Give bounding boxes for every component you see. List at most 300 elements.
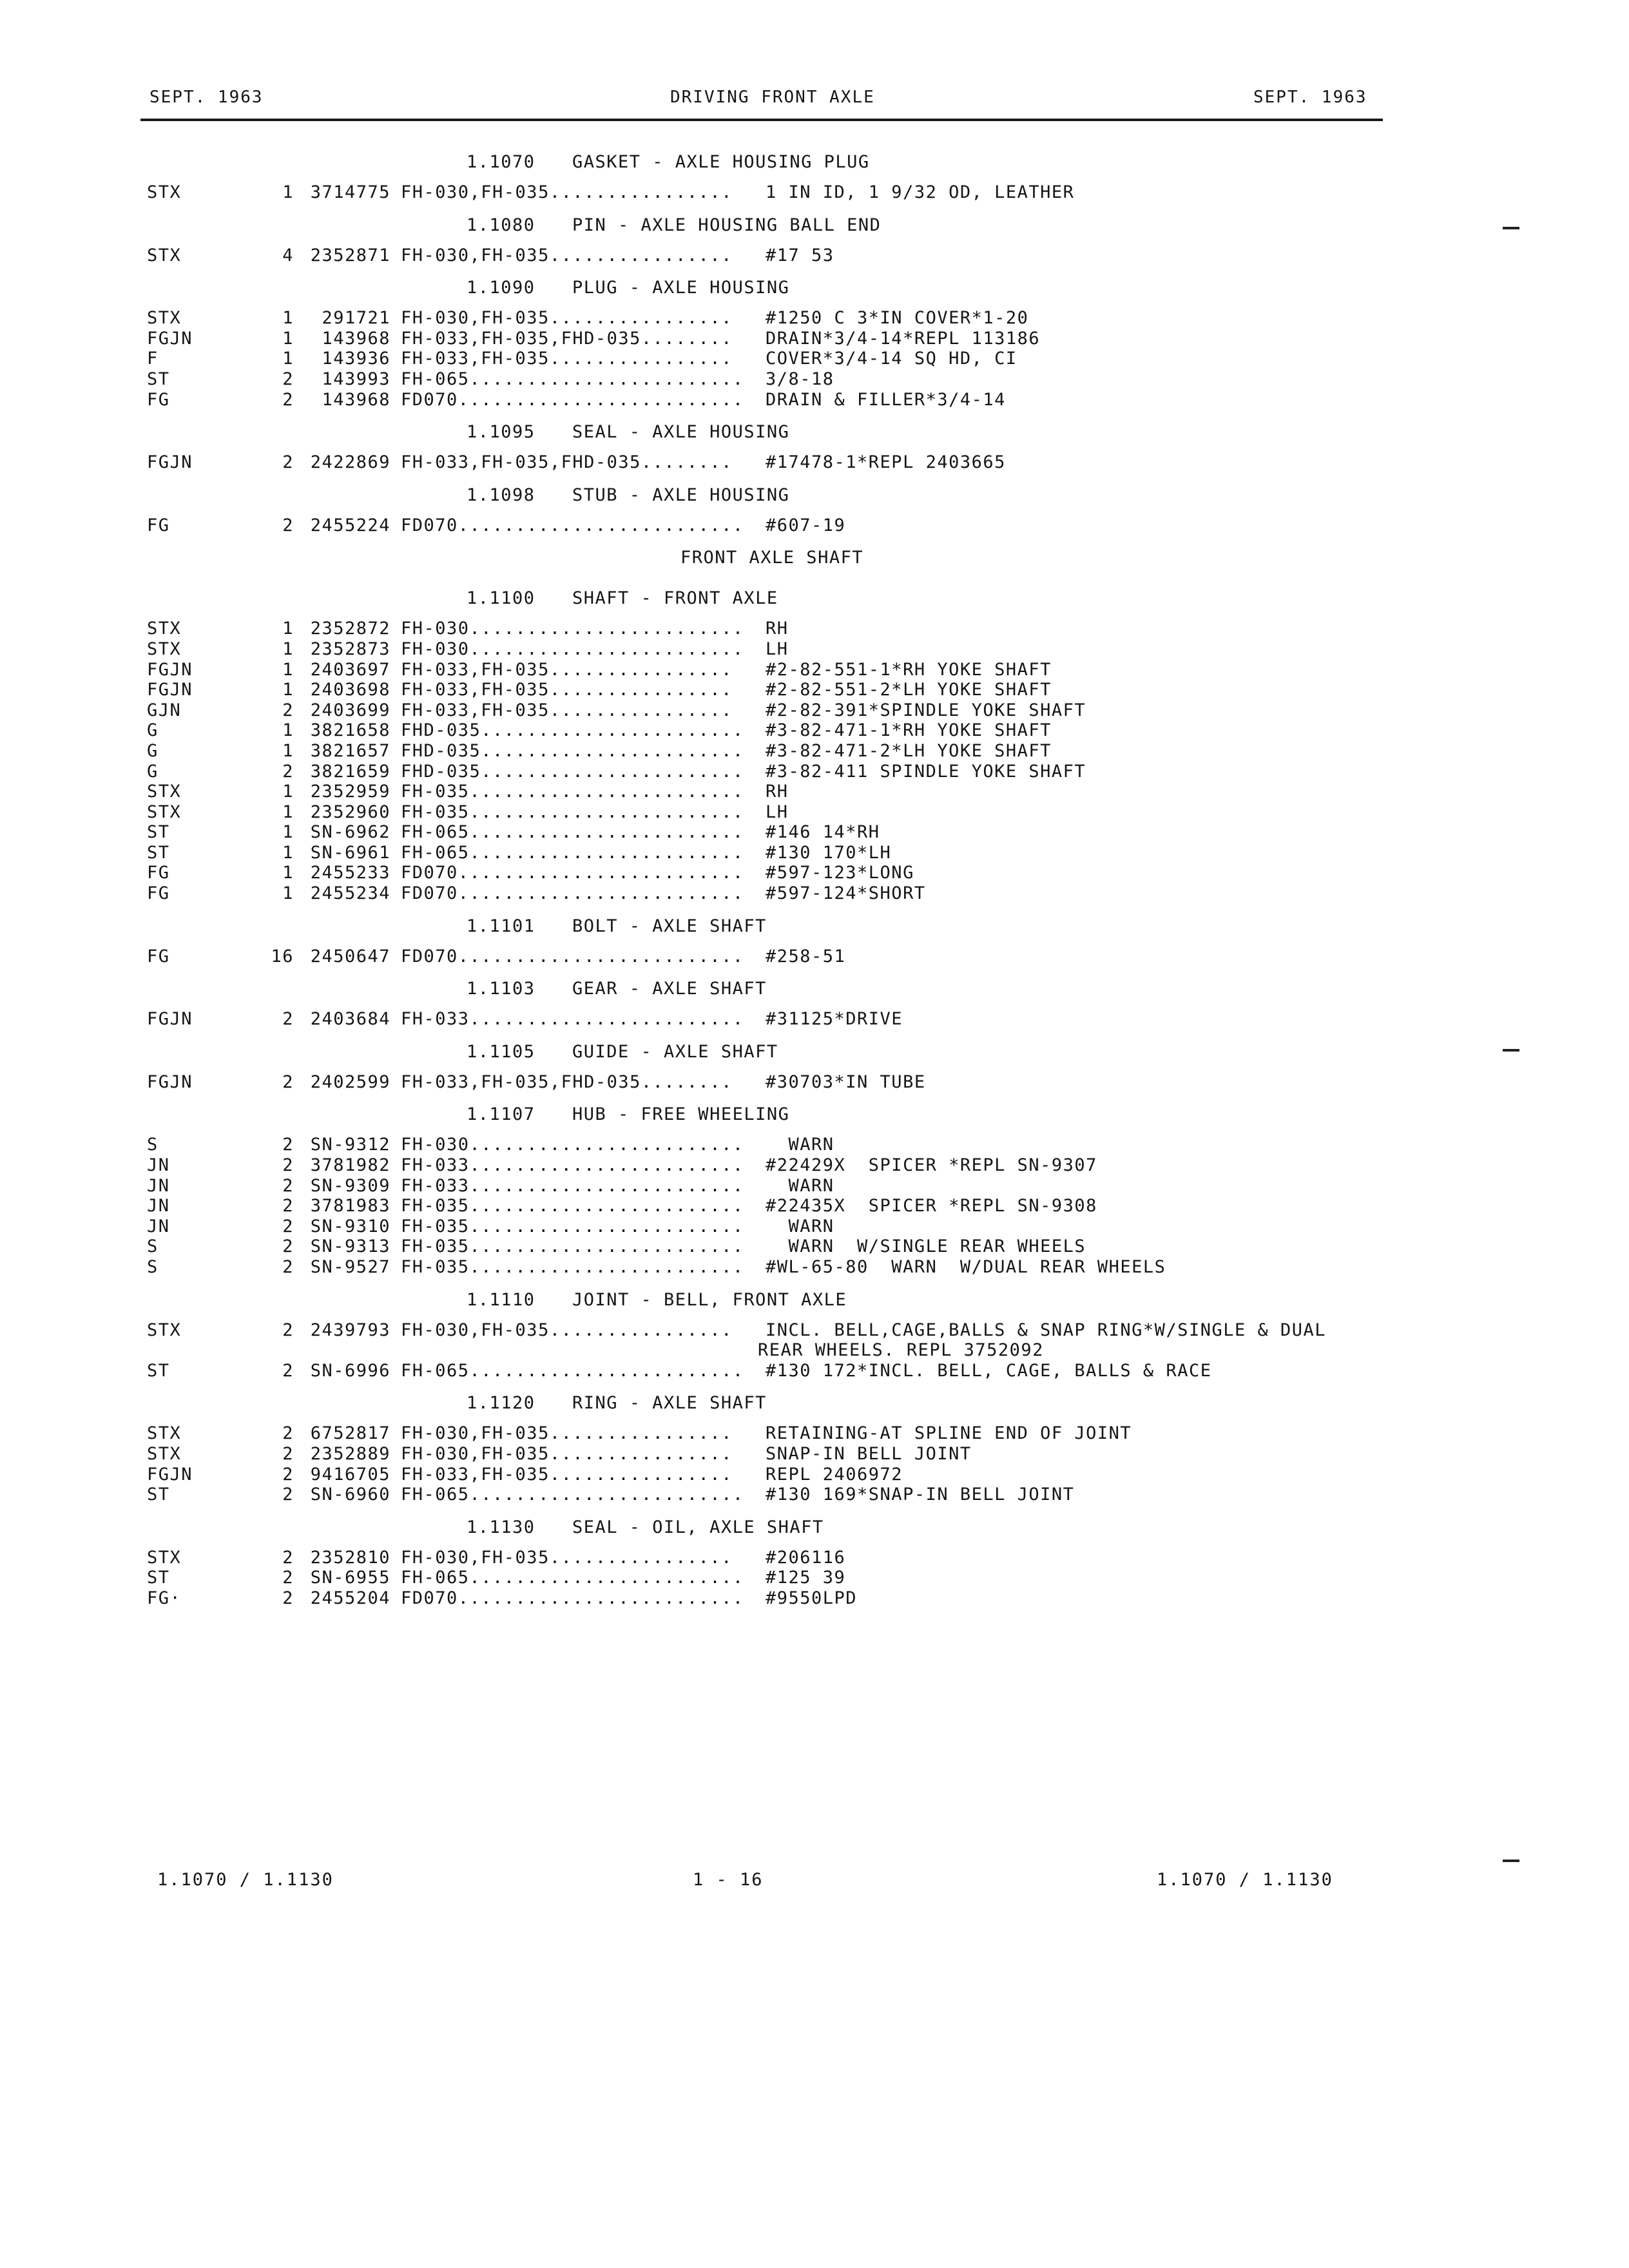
- section-title: SHAFT - FRONT AXLE: [572, 588, 778, 609]
- section-heading: [0, 968, 1629, 1009]
- section-number: 1.1095: [467, 422, 535, 443]
- part-description: #130 169*SNAP-IN BELL JOINT: [766, 1485, 1075, 1505]
- row-code: ST: [147, 1360, 170, 1381]
- part-number: SN-9312: [310, 1135, 390, 1155]
- part-description: LH: [766, 802, 789, 822]
- row-qty: 1: [282, 863, 294, 883]
- model-list: FH-030,FH-035................: [401, 245, 733, 265]
- parts-row: [0, 1009, 1629, 1030]
- part-description: #3-82-471-2*LH YOKE SHAFT: [766, 740, 1052, 761]
- part-number: 2455204: [310, 1588, 390, 1608]
- parts-row: [0, 1423, 1629, 1444]
- part-number: 291721: [322, 308, 390, 329]
- part-description: #2-82-551-2*LH YOKE SHAFT: [766, 680, 1052, 700]
- model-list: FH-035........................: [401, 1257, 744, 1277]
- model-list: FH-030........................: [401, 1135, 744, 1155]
- part-number: 3781983: [310, 1196, 390, 1216]
- parts-row: [0, 947, 1629, 967]
- part-description: 3/8-18: [766, 369, 834, 389]
- model-list: FD070.........................: [401, 1588, 744, 1608]
- part-description: #125 39: [766, 1568, 846, 1588]
- parts-row: [0, 1257, 1629, 1278]
- part-number: SN-6955: [310, 1568, 390, 1588]
- part-number: 3821658: [310, 720, 390, 741]
- row-qty: 2: [282, 1443, 294, 1464]
- parts-row: [0, 802, 1629, 823]
- part-number: 9416705: [310, 1464, 390, 1485]
- row-code: ST: [147, 822, 170, 843]
- model-list: FH-030........................: [401, 639, 744, 659]
- page-number: 1 - 16: [693, 1870, 764, 1890]
- model-list: FH-030,FH-035................: [401, 1443, 733, 1464]
- part-number: 2403698: [310, 680, 390, 700]
- margin-mark: [1503, 1049, 1519, 1052]
- section-heading: [0, 1094, 1629, 1135]
- model-list: FH-030,FH-035................: [401, 308, 733, 329]
- parts-row: [0, 1340, 1629, 1361]
- row-code: FGJN: [147, 680, 193, 700]
- row-code: STX: [147, 1423, 182, 1444]
- parts-row: [0, 515, 1629, 536]
- parts-row: [0, 329, 1629, 349]
- parts-row: [0, 1155, 1629, 1176]
- part-description: #206116: [766, 1547, 846, 1568]
- row-qty: 2: [282, 1236, 294, 1257]
- row-qty: 1: [282, 328, 294, 349]
- parts-row: [0, 782, 1629, 802]
- part-number: 2422869: [310, 452, 390, 473]
- header-title: DRIVING FRONT AXLE: [670, 88, 875, 107]
- parts-row: [0, 883, 1629, 904]
- part-description: #17478-1*REPL 2403665: [766, 452, 1006, 473]
- row-code: FGJN: [147, 1464, 193, 1485]
- part-number: 2352810: [310, 1547, 390, 1568]
- row-code: JN: [147, 1216, 170, 1236]
- model-list: FH-035........................: [401, 802, 744, 822]
- header-rule: [140, 119, 1383, 121]
- part-number: 2403697: [310, 659, 390, 680]
- row-code: S: [147, 1135, 159, 1155]
- row-qty: 2: [282, 700, 294, 720]
- model-list: FH-033,FH-035................: [401, 700, 733, 720]
- row-qty: 1: [282, 782, 294, 802]
- row-code: FG: [147, 946, 170, 966]
- row-qty: 2: [282, 1216, 294, 1236]
- section-number: 1.1110: [467, 1289, 535, 1310]
- row-qty: 1: [282, 639, 294, 659]
- section-heading: [0, 578, 1629, 619]
- section-title: PLUG - AXLE HOUSING: [572, 278, 790, 298]
- parts-row: [0, 1216, 1629, 1237]
- row-qty: 2: [282, 1257, 294, 1277]
- model-list: FH-033,FH-035................: [401, 659, 733, 680]
- part-description: WARN: [766, 1216, 834, 1236]
- section-number: 1.1098: [467, 485, 535, 505]
- model-list: FH-033........................: [401, 1175, 744, 1196]
- row-qty: 2: [282, 369, 294, 389]
- part-number: 2455234: [310, 883, 390, 904]
- row-qty: 2: [282, 515, 294, 535]
- row-qty: 2: [282, 1547, 294, 1568]
- part-number: SN-6962: [310, 822, 390, 843]
- model-list: FH-033,FH-035,FHD-035........: [401, 452, 733, 473]
- row-qty: 1: [282, 349, 294, 369]
- row-code: STX: [147, 182, 182, 202]
- model-list: FH-033........................: [401, 1009, 744, 1030]
- row-code: ST: [147, 369, 170, 389]
- section-title: GASKET - AXLE HOUSING PLUG: [572, 152, 870, 172]
- row-code: STX: [147, 1547, 182, 1568]
- part-description: #3-82-411 SPINDLE YOKE SHAFT: [766, 761, 1086, 782]
- part-description: #258-51: [766, 946, 846, 966]
- row-code: FG: [147, 883, 170, 904]
- model-list: FH-030,FH-035................: [401, 1547, 733, 1568]
- parts-row: [0, 660, 1629, 680]
- row-code: STX: [147, 639, 182, 659]
- section-number: 1.1105: [467, 1041, 535, 1062]
- row-qty: 1: [282, 842, 294, 863]
- section-number: 1.1107: [467, 1104, 535, 1125]
- row-code: FG: [147, 863, 170, 883]
- part-description: #146 14*RH: [766, 822, 880, 843]
- parts-row: [0, 1485, 1629, 1505]
- model-list: FH-030........................: [401, 619, 744, 639]
- part-description: #22429X SPICER *REPL SN-9307: [766, 1155, 1097, 1176]
- row-code: STX: [147, 802, 182, 822]
- parts-row: [0, 1444, 1629, 1465]
- section-title: RING - AXLE SHAFT: [572, 1393, 767, 1414]
- part-number: SN-6960: [310, 1485, 390, 1505]
- section-heading: [0, 412, 1629, 452]
- row-code: S: [147, 1236, 159, 1257]
- part-description: 1 IN ID, 1 9/32 OD, LEATHER: [766, 182, 1075, 202]
- row-qty: 1: [282, 740, 294, 761]
- row-code: G: [147, 761, 159, 782]
- section-number: 1.1100: [467, 588, 535, 609]
- part-description: #2-82-391*SPINDLE YOKE SHAFT: [766, 700, 1086, 720]
- part-number: 143936: [322, 349, 390, 369]
- parts-row: [0, 349, 1629, 369]
- parts-row: [0, 762, 1629, 782]
- row-code: GJN: [147, 700, 182, 720]
- part-description: #1250 C 3*IN COVER*1-20: [766, 308, 1029, 329]
- part-number: 3821659: [310, 761, 390, 782]
- parts-row: [0, 700, 1629, 721]
- section-title: SEAL - OIL, AXLE SHAFT: [572, 1517, 824, 1537]
- parts-row: [0, 822, 1629, 843]
- row-code: FG: [147, 515, 170, 535]
- section-heading: [0, 142, 1629, 182]
- model-list: FD070.........................: [401, 946, 744, 966]
- section-heading: [0, 1383, 1629, 1423]
- row-code: FGJN: [147, 452, 193, 473]
- section-heading: [0, 205, 1629, 245]
- row-code: FGJN: [147, 328, 193, 349]
- part-description: #130 172*INCL. BELL, CAGE, BALLS & RACE: [766, 1360, 1212, 1381]
- row-qty: 1: [282, 720, 294, 741]
- row-qty: 2: [282, 389, 294, 410]
- model-list: FHD-035.......................: [401, 761, 744, 782]
- model-list: FH-035........................: [401, 1216, 744, 1236]
- part-description: SNAP-IN BELL JOINT: [766, 1443, 972, 1464]
- section-heading: [0, 475, 1629, 515]
- parts-row: [0, 639, 1629, 660]
- model-list: FH-065........................: [401, 822, 744, 843]
- part-description: RETAINING-AT SPLINE END OF JOINT: [766, 1423, 1132, 1444]
- model-list: FHD-035.......................: [401, 740, 744, 761]
- section-heading: [0, 1507, 1629, 1548]
- section-title: PIN - AXLE HOUSING BALL END: [572, 215, 882, 235]
- part-description: LH: [766, 639, 789, 659]
- parts-row: [0, 741, 1629, 762]
- parts-list: [0, 142, 1629, 1611]
- part-description: REPL 2406972: [766, 1464, 903, 1485]
- footer-range-right: 1.1070 / 1.1130: [1157, 1870, 1333, 1890]
- parts-row: [0, 1196, 1629, 1216]
- part-description: INCL. BELL,CAGE,BALLS & SNAP RING*W/SINGLE & DUAL: [766, 1320, 1327, 1340]
- row-qty: 2: [282, 1588, 294, 1608]
- model-list: FD070.........................: [401, 515, 744, 535]
- part-description: #9550LPD: [766, 1588, 858, 1608]
- header-date-right: SEPT. 1963: [1253, 88, 1367, 107]
- part-description: #31125*DRIVE: [766, 1009, 903, 1030]
- row-qty: 2: [282, 1135, 294, 1155]
- part-number: SN-9310: [310, 1216, 390, 1236]
- margin-mark: [1503, 1860, 1519, 1862]
- row-qty: 2: [282, 1009, 294, 1030]
- row-code: F: [147, 349, 159, 369]
- section-title: BOLT - AXLE SHAFT: [572, 916, 767, 936]
- part-number: SN-9309: [310, 1175, 390, 1196]
- section-number: 1.1130: [467, 1517, 535, 1537]
- section-title: GEAR - AXLE SHAFT: [572, 979, 767, 999]
- row-code: FGJN: [147, 659, 193, 680]
- part-number: 2352960: [310, 802, 390, 822]
- group-heading-text: FRONT AXLE SHAFT: [680, 548, 864, 568]
- part-description: #597-123*LONG: [766, 863, 914, 883]
- part-description: #30703*IN TUBE: [766, 1072, 926, 1092]
- model-list: FH-033,FH-035,FHD-035........: [401, 328, 733, 349]
- part-description: WARN: [766, 1135, 834, 1155]
- model-list: FH-033,FH-035................: [401, 680, 733, 700]
- row-code: JN: [147, 1155, 170, 1176]
- part-number: 2450647: [310, 946, 390, 966]
- row-code: FGJN: [147, 1072, 193, 1092]
- model-list: FH-033,FH-035,FHD-035........: [401, 1072, 733, 1092]
- section-number: 1.1120: [467, 1393, 535, 1414]
- parts-row: [0, 182, 1629, 203]
- model-list: FH-030,FH-035................: [401, 182, 733, 202]
- parts-row: [0, 1588, 1629, 1609]
- part-number: SN-6961: [310, 842, 390, 863]
- model-list: FH-065........................: [401, 1360, 744, 1381]
- part-description: RH: [766, 619, 789, 639]
- part-number: 3714775: [310, 182, 390, 202]
- row-code: JN: [147, 1175, 170, 1196]
- part-number: 2403699: [310, 700, 390, 720]
- row-qty: 1: [282, 680, 294, 700]
- part-number: 2352873: [310, 639, 390, 659]
- row-qty: 2: [282, 1360, 294, 1381]
- row-qty: 2: [282, 452, 294, 473]
- model-list: FD070.........................: [401, 863, 744, 883]
- section-number: 1.1070: [467, 152, 535, 172]
- section-heading: [0, 906, 1629, 947]
- row-code: STX: [147, 1320, 182, 1340]
- row-code: G: [147, 740, 159, 761]
- row-code: STX: [147, 245, 182, 265]
- model-list: FHD-035.......................: [401, 720, 744, 741]
- part-description: #22435X SPICER *REPL SN-9308: [766, 1196, 1097, 1216]
- model-list: FH-035........................: [401, 1196, 744, 1216]
- row-code: FGJN: [147, 1009, 193, 1030]
- row-code: STX: [147, 1443, 182, 1464]
- row-qty: 16: [271, 946, 294, 966]
- part-number: 2402599: [310, 1072, 390, 1092]
- model-list: FH-033,FH-035................: [401, 1464, 733, 1485]
- part-number: 2352959: [310, 782, 390, 802]
- part-description: #2-82-551-1*RH YOKE SHAFT: [766, 659, 1052, 680]
- model-list: FH-065........................: [401, 1568, 744, 1588]
- model-list: FH-035........................: [401, 1236, 744, 1257]
- row-code: ST: [147, 1568, 170, 1588]
- parts-row: [0, 1135, 1629, 1155]
- parts-row: [0, 369, 1629, 390]
- parts-row: [0, 1072, 1629, 1093]
- row-qty: 1: [282, 883, 294, 904]
- parts-row: [0, 1320, 1629, 1341]
- section-heading: [0, 267, 1629, 308]
- part-description: RH: [766, 782, 789, 802]
- part-number: SN-9313: [310, 1236, 390, 1257]
- parts-row: [0, 1176, 1629, 1196]
- row-code: STX: [147, 619, 182, 639]
- section-number: 1.1103: [467, 979, 535, 999]
- model-list: FH-065........................: [401, 842, 744, 863]
- parts-row: [0, 619, 1629, 639]
- row-qty: 1: [282, 182, 294, 202]
- row-qty: 2: [282, 1155, 294, 1176]
- section-heading: [0, 1280, 1629, 1320]
- section-number: 1.1080: [467, 215, 535, 235]
- section-title: JOINT - BELL, FRONT AXLE: [572, 1289, 847, 1310]
- row-code: G: [147, 720, 159, 741]
- parts-row: [0, 1465, 1629, 1485]
- model-list: FD070.........................: [401, 389, 744, 410]
- footer-range-left: 1.1070 / 1.1130: [157, 1870, 334, 1890]
- row-qty: 2: [282, 1423, 294, 1444]
- part-number: 2352871: [310, 245, 390, 265]
- part-description: REAR WHEELS. REPL 3752092: [758, 1340, 1044, 1361]
- section-title: STUB - AXLE HOUSING: [572, 485, 790, 505]
- parts-row: [0, 452, 1629, 473]
- row-qty: 1: [282, 659, 294, 680]
- section-title: GUIDE - AXLE SHAFT: [572, 1041, 778, 1062]
- section-heading: [0, 1032, 1629, 1072]
- model-list: FD070.........................: [401, 883, 744, 904]
- row-code: ST: [147, 1485, 170, 1505]
- row-qty: 2: [282, 1072, 294, 1092]
- part-number: 2455224: [310, 515, 390, 535]
- model-list: FH-030,FH-035................: [401, 1320, 733, 1340]
- part-description: #WL-65-80 WARN W/DUAL REAR WHEELS: [766, 1257, 1166, 1277]
- parts-row: [0, 390, 1629, 410]
- part-number: 3821657: [310, 740, 390, 761]
- part-number: 6752817: [310, 1423, 390, 1444]
- model-list: FH-035........................: [401, 782, 744, 802]
- row-qty: 2: [282, 1568, 294, 1588]
- row-qty: 2: [282, 1175, 294, 1196]
- row-qty: 1: [282, 802, 294, 822]
- row-code: STX: [147, 308, 182, 329]
- row-code: STX: [147, 782, 182, 802]
- part-number: 143968: [322, 389, 390, 410]
- parts-row: [0, 1236, 1629, 1257]
- section-title: SEAL - AXLE HOUSING: [572, 422, 790, 443]
- row-code: ST: [147, 842, 170, 863]
- model-list: FH-033,FH-035................: [401, 349, 733, 369]
- part-description: WARN: [766, 1175, 834, 1196]
- part-description: #607-19: [766, 515, 846, 535]
- part-number: 143968: [322, 328, 390, 349]
- part-number: SN-6996: [310, 1360, 390, 1381]
- part-description: DRAIN*3/4-14*REPL 113186: [766, 328, 1041, 349]
- part-description: DRAIN & FILLER*3/4-14: [766, 389, 1006, 410]
- part-description: WARN W/SINGLE REAR WHEELS: [766, 1236, 1086, 1257]
- row-qty: 2: [282, 1464, 294, 1485]
- row-qty: 2: [282, 1320, 294, 1340]
- part-number: 2455233: [310, 863, 390, 883]
- parts-row: [0, 843, 1629, 863]
- parts-row: [0, 720, 1629, 741]
- model-list: FH-065........................: [401, 369, 744, 389]
- row-qty: 2: [282, 1485, 294, 1505]
- section-spacer: [0, 1609, 1629, 1611]
- row-qty: 1: [282, 308, 294, 329]
- parts-row: [0, 245, 1629, 266]
- row-code: FG: [147, 389, 170, 410]
- row-qty: 2: [282, 1196, 294, 1216]
- section-number: 1.1090: [467, 278, 535, 298]
- model-list: FH-065........................: [401, 1485, 744, 1505]
- row-qty: 1: [282, 619, 294, 639]
- row-code: JN: [147, 1196, 170, 1216]
- part-number: 143993: [322, 369, 390, 389]
- part-description: #597-124*SHORT: [766, 883, 926, 904]
- parts-row: [0, 1548, 1629, 1568]
- part-number: 2403684: [310, 1009, 390, 1030]
- parts-row: [0, 308, 1629, 329]
- part-description: #3-82-471-1*RH YOKE SHAFT: [766, 720, 1052, 741]
- margin-mark: [1503, 227, 1519, 229]
- parts-row: [0, 863, 1629, 883]
- part-number: SN-9527: [310, 1257, 390, 1277]
- row-qty: 1: [282, 822, 294, 843]
- parts-row: [0, 1361, 1629, 1381]
- part-number: 2352889: [310, 1443, 390, 1464]
- part-number: 2352872: [310, 619, 390, 639]
- row-qty: 2: [282, 761, 294, 782]
- page-header: [0, 84, 1629, 116]
- row-code: S: [147, 1257, 159, 1277]
- model-list: FH-030,FH-035................: [401, 1423, 733, 1444]
- section-title: HUB - FREE WHEELING: [572, 1104, 790, 1125]
- group-heading: [0, 537, 1629, 578]
- parts-row: [0, 1568, 1629, 1588]
- parts-row: [0, 680, 1629, 700]
- part-number: 2439793: [310, 1320, 390, 1340]
- part-description: #130 170*LH: [766, 842, 892, 863]
